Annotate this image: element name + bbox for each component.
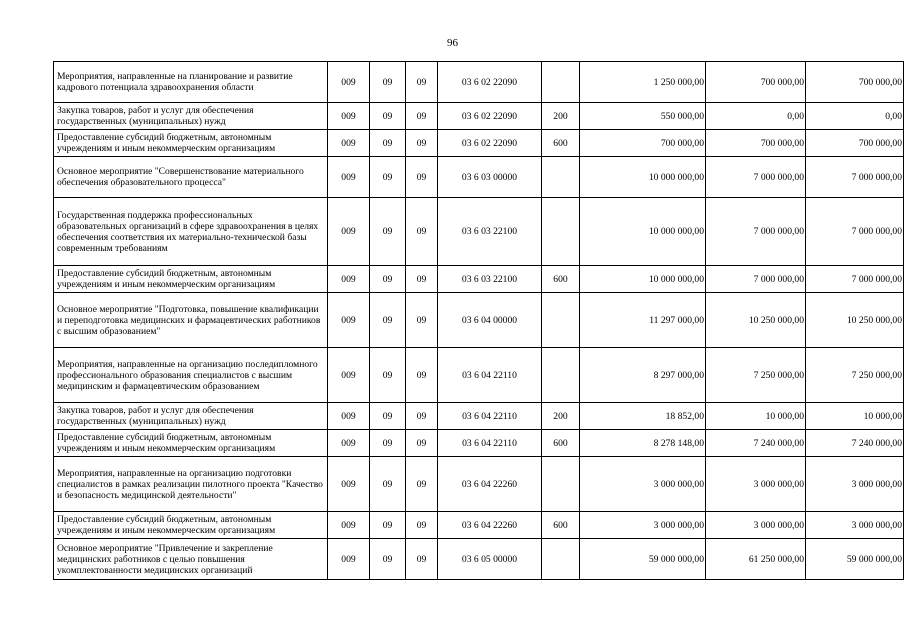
section-code-cell: 09	[370, 512, 406, 539]
section-code-cell: 09	[370, 266, 406, 293]
subsection-code-cell: 09	[406, 348, 438, 403]
target-article-cell: 03 6 02 22090	[438, 130, 542, 157]
target-article-cell: 03 6 03 22100	[438, 266, 542, 293]
subsection-code-cell: 09	[406, 130, 438, 157]
amount-year-1-cell: 3 000 000,00	[580, 457, 706, 512]
section-code-cell: 09	[370, 62, 406, 103]
row-name-cell: Закупка товаров, работ и услуг для обеспечения государственных (муниципальных) нужд	[54, 103, 328, 130]
row-name-cell: Основное мероприятие "Привлечение и закрепление медицинских работников с целью повышения укомплектованности медицинских организаций	[54, 539, 328, 580]
expense-type-cell	[542, 62, 580, 103]
ministry-code-cell: 009	[328, 130, 370, 157]
subsection-code-cell: 09	[406, 539, 438, 580]
ministry-code-cell: 009	[328, 430, 370, 457]
subsection-code-cell: 09	[406, 430, 438, 457]
target-article-cell: 03 6 04 22110	[438, 348, 542, 403]
table-row	[54, 130, 904, 157]
expense-type-cell	[542, 348, 580, 403]
amount-year-2-cell: 7 240 000,00	[706, 430, 806, 457]
row-name-cell: Мероприятия, направленные на планирование и развитие кадрового потенциала здравоохранения области	[54, 62, 328, 103]
expense-type-cell: 600	[542, 430, 580, 457]
expense-type-cell: 600	[542, 266, 580, 293]
subsection-code-cell: 09	[406, 62, 438, 103]
row-name-cell: Предоставление субсидий бюджетным, автономным учреждениям и иным некоммерческим организациям	[54, 512, 328, 539]
amount-year-2-cell: 0,00	[706, 103, 806, 130]
amount-year-2-cell: 3 000 000,00	[706, 512, 806, 539]
row-name-cell: Предоставление субсидий бюджетным, автономным учреждениям и иным некоммерческим организациям	[54, 430, 328, 457]
subsection-code-cell: 09	[406, 103, 438, 130]
section-code-cell: 09	[370, 457, 406, 512]
subsection-code-cell: 09	[406, 198, 438, 266]
amount-year-2-cell: 10 000,00	[706, 403, 806, 430]
row-name-cell: Закупка товаров, работ и услуг для обеспечения государственных (муниципальных) нужд	[54, 403, 328, 430]
amount-year-2-cell: 3 000 000,00	[706, 457, 806, 512]
target-article-cell: 03 6 05 00000	[438, 539, 542, 580]
amount-year-2-cell: 700 000,00	[706, 130, 806, 157]
amount-year-3-cell: 700 000,00	[806, 62, 904, 103]
subsection-code-cell: 09	[406, 266, 438, 293]
table-row	[54, 539, 904, 580]
amount-year-2-cell: 7 250 000,00	[706, 348, 806, 403]
amount-year-3-cell: 7 000 000,00	[806, 157, 904, 198]
amount-year-1-cell: 59 000 000,00	[580, 539, 706, 580]
section-code-cell: 09	[370, 103, 406, 130]
expense-type-cell	[542, 157, 580, 198]
amount-year-3-cell: 700 000,00	[806, 130, 904, 157]
amount-year-2-cell: 7 000 000,00	[706, 157, 806, 198]
ministry-code-cell: 009	[328, 403, 370, 430]
expense-type-cell	[542, 457, 580, 512]
section-code-cell: 09	[370, 539, 406, 580]
subsection-code-cell: 09	[406, 293, 438, 348]
section-code-cell: 09	[370, 403, 406, 430]
amount-year-1-cell: 8 278 148,00	[580, 430, 706, 457]
section-code-cell: 09	[370, 430, 406, 457]
target-article-cell: 03 6 04 22110	[438, 403, 542, 430]
ministry-code-cell: 009	[328, 348, 370, 403]
amount-year-2-cell: 7 000 000,00	[706, 198, 806, 266]
amount-year-3-cell: 7 000 000,00	[806, 266, 904, 293]
amount-year-2-cell: 10 250 000,00	[706, 293, 806, 348]
row-name-cell: Мероприятия, направленные на организацию подготовки специалистов в рамках реализации пилотного проекта "Качество и безопасность медицинской деятельности"	[54, 457, 328, 512]
ministry-code-cell: 009	[328, 539, 370, 580]
expense-type-cell	[542, 539, 580, 580]
amount-year-1-cell: 10 000 000,00	[580, 266, 706, 293]
subsection-code-cell: 09	[406, 157, 438, 198]
page-number: 96	[447, 37, 458, 49]
amount-year-1-cell: 10 000 000,00	[580, 198, 706, 266]
amount-year-1-cell: 3 000 000,00	[580, 512, 706, 539]
subsection-code-cell: 09	[406, 457, 438, 512]
ministry-code-cell: 009	[328, 512, 370, 539]
amount-year-2-cell: 7 000 000,00	[706, 266, 806, 293]
table-row	[54, 348, 904, 403]
amount-year-1-cell: 700 000,00	[580, 130, 706, 157]
target-article-cell: 03 6 02 22090	[438, 62, 542, 103]
row-name-cell: Основное мероприятие "Подготовка, повышение квалификации и переподготовка медицинских и фармацевтических работников с высшим образованием"	[54, 293, 328, 348]
target-article-cell: 03 6 02 22090	[438, 103, 542, 130]
section-code-cell: 09	[370, 157, 406, 198]
section-code-cell: 09	[370, 198, 406, 266]
ministry-code-cell: 009	[328, 157, 370, 198]
amount-year-1-cell: 1 250 000,00	[580, 62, 706, 103]
ministry-code-cell: 009	[328, 293, 370, 348]
table-row	[54, 457, 904, 512]
table-row	[54, 403, 904, 430]
table-row	[54, 198, 904, 266]
table-row	[54, 103, 904, 130]
expense-type-cell: 200	[542, 103, 580, 130]
budget-table-body	[54, 62, 904, 580]
target-article-cell: 03 6 04 00000	[438, 293, 542, 348]
budget-table	[53, 61, 904, 580]
table-row	[54, 430, 904, 457]
target-article-cell: 03 6 03 22100	[438, 198, 542, 266]
ministry-code-cell: 009	[328, 457, 370, 512]
amount-year-2-cell: 61 250 000,00	[706, 539, 806, 580]
amount-year-3-cell: 59 000 000,00	[806, 539, 904, 580]
amount-year-3-cell: 3 000 000,00	[806, 457, 904, 512]
subsection-code-cell: 09	[406, 403, 438, 430]
table-row	[54, 266, 904, 293]
target-article-cell: 03 6 04 22260	[438, 512, 542, 539]
section-code-cell: 09	[370, 293, 406, 348]
section-code-cell: 09	[370, 348, 406, 403]
expense-type-cell	[542, 293, 580, 348]
section-code-cell: 09	[370, 130, 406, 157]
ministry-code-cell: 009	[328, 103, 370, 130]
expense-type-cell: 600	[542, 512, 580, 539]
ministry-code-cell: 009	[328, 62, 370, 103]
ministry-code-cell: 009	[328, 266, 370, 293]
expense-type-cell: 200	[542, 403, 580, 430]
target-article-cell: 03 6 04 22260	[438, 457, 542, 512]
amount-year-1-cell: 11 297 000,00	[580, 293, 706, 348]
table-row	[54, 62, 904, 103]
subsection-code-cell: 09	[406, 512, 438, 539]
ministry-code-cell: 009	[328, 198, 370, 266]
expense-type-cell: 600	[542, 130, 580, 157]
table-row	[54, 512, 904, 539]
amount-year-3-cell: 7 250 000,00	[806, 348, 904, 403]
amount-year-3-cell: 10 250 000,00	[806, 293, 904, 348]
row-name-cell: Предоставление субсидий бюджетным, автономным учреждениям и иным некоммерческим организациям	[54, 266, 328, 293]
amount-year-3-cell: 7 240 000,00	[806, 430, 904, 457]
row-name-cell: Основное мероприятие "Совершенствование материального обеспечения образовательного процесса"	[54, 157, 328, 198]
amount-year-1-cell: 10 000 000,00	[580, 157, 706, 198]
table-row	[54, 157, 904, 198]
amount-year-3-cell: 10 000,00	[806, 403, 904, 430]
expense-type-cell	[542, 198, 580, 266]
table-row	[54, 293, 904, 348]
row-name-cell: Мероприятия, направленные на организацию последипломного профессионального образования специалистов с высшим медицинским и фармацевтическим образованием	[54, 348, 328, 403]
amount-year-3-cell: 3 000 000,00	[806, 512, 904, 539]
amount-year-3-cell: 0,00	[806, 103, 904, 130]
target-article-cell: 03 6 03 00000	[438, 157, 542, 198]
amount-year-2-cell: 700 000,00	[706, 62, 806, 103]
amount-year-3-cell: 7 000 000,00	[806, 198, 904, 266]
amount-year-1-cell: 8 297 000,00	[580, 348, 706, 403]
target-article-cell: 03 6 04 22110	[438, 430, 542, 457]
row-name-cell: Государственная поддержка профессиональных образовательных организаций в сфере здравоохранения в целях обеспечения соответствия их материально-технической базы современным требованиям	[54, 198, 328, 266]
row-name-cell: Предоставление субсидий бюджетным, автономным учреждениям и иным некоммерческим организациям	[54, 130, 328, 157]
amount-year-1-cell: 550 000,00	[580, 103, 706, 130]
amount-year-1-cell: 18 852,00	[580, 403, 706, 430]
